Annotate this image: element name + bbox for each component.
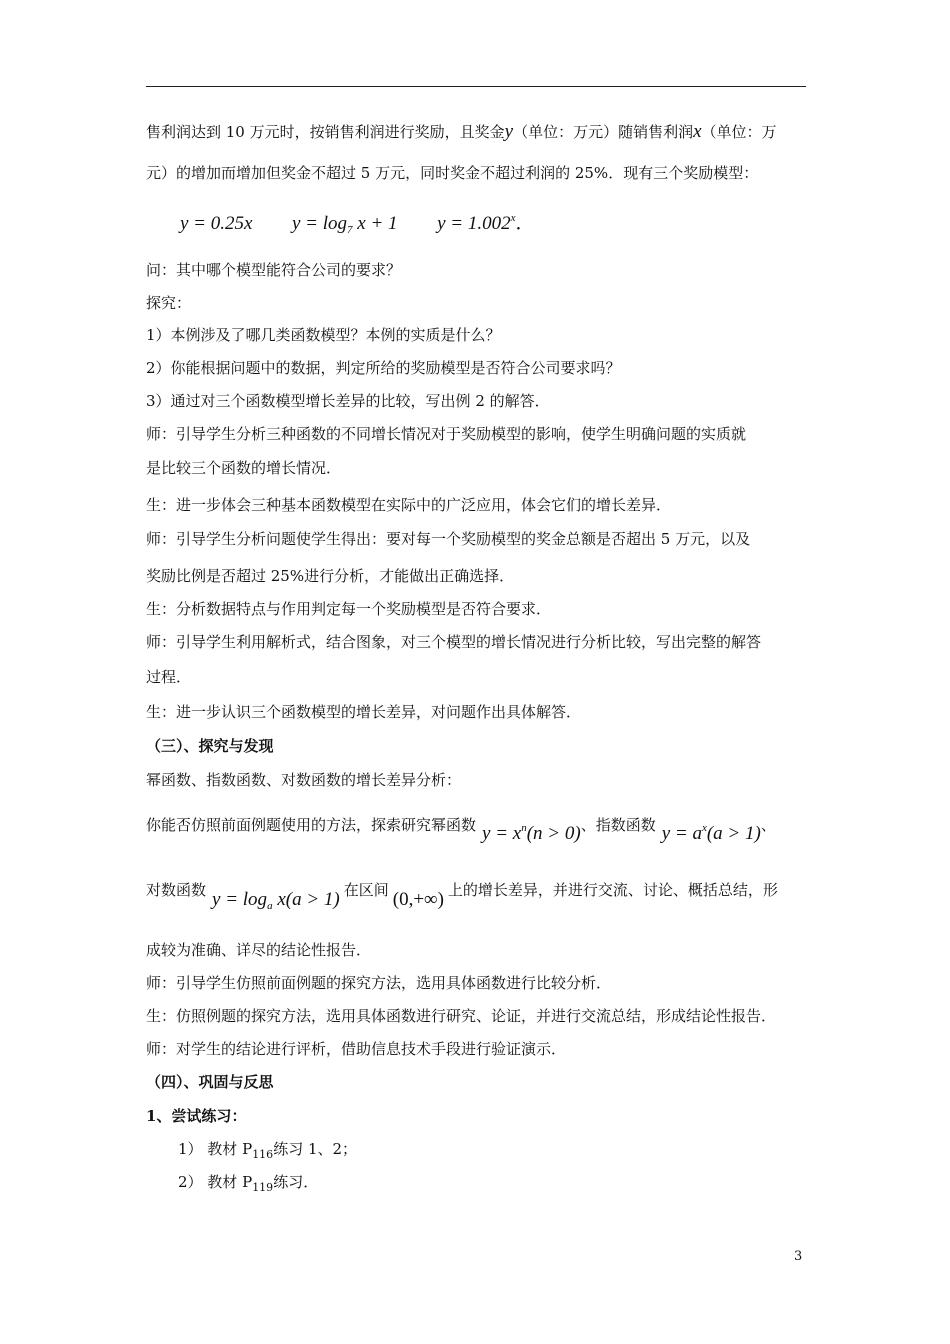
model-log: $y = \log_7 x + 1$ <box>292 213 398 236</box>
math-power-function: $y = x^n(n > 0)$ <box>482 822 581 844</box>
math-interval: (0,+∞) <box>392 889 444 910</box>
text: 上的增长差异，并进行交流、讨论、概括总结，形 <box>447 881 778 899</box>
explore-item-1: 1）本例涉及了哪几类函数模型？本例的实质是什么？ <box>146 326 501 344</box>
para-line-1 <box>146 122 777 142</box>
question: 问：其中哪个模型能符合公司的要求？ <box>146 261 402 279</box>
math-var-x: x <box>693 121 702 142</box>
text: 、 <box>760 816 776 834</box>
period: ． <box>515 213 535 234</box>
section-heading-4: （四）、巩固与反思 <box>146 1073 274 1091</box>
question-line-3: 成较为准确、详尽的结论性报告． <box>146 941 372 959</box>
teacher-line-2: 师：引导学生分析问题使学生得出：要对每一个奖励模型的奖金总额是否超出 5 万元，以及 <box>146 530 751 548</box>
student-line-4: 生：仿照例题的探究方法，选用具体函数进行研究、论证，并进行交流总结，形成结论性报告． <box>146 1007 777 1025</box>
teacher-line-2-cont: 奖励比例是否超过 25%进行分析，才能做出正确选择． <box>146 567 515 585</box>
text: 售利润达到 10 万元时，按销售利润进行奖励，且奖金 <box>146 123 505 141</box>
explore-item-3: 3）通过对三个函数模型增长差异的比较，写出例 2 的解答． <box>146 392 550 410</box>
student-line-2: 生：分析数据特点与作用判定每一个奖励模型是否符合要求． <box>146 600 552 618</box>
text: 、指数函数 <box>580 816 656 834</box>
reward-models <box>180 205 535 243</box>
student-line-1: 生：进一步体会三种基本函数模型在实际中的广泛应用，体会它们的增长差异． <box>146 496 672 514</box>
model-exp: $y = 1.002^x$ <box>437 212 516 234</box>
teacher-line-1: 师：引导学生分析三种函数的不同增长情况对于奖励模型的影响，使学生明确问题的实质就 <box>146 425 747 443</box>
math-log-function: $y = \log_a x(a > 1)$ <box>212 889 340 912</box>
math-exp-function: $y = a^x(a > 1)$ <box>661 822 761 844</box>
explore-label: 探究： <box>146 294 192 312</box>
teacher-line-3-cont: 过程． <box>146 668 192 686</box>
explore-item-2: 2）你能根据问题中的数据，判定所给的奖励模型是否符合公司要求吗？ <box>146 359 621 377</box>
model-linear: y = 0.25x <box>180 213 253 234</box>
question-line-2 <box>146 877 778 912</box>
text: 在区间 <box>343 881 389 899</box>
exercise-item-2: 2） 教材 $P_{119}$练习． <box>178 1173 319 1194</box>
text: 你能否仿照前面例题使用的方法，探索研究幂函数 <box>146 816 477 834</box>
text: 对数函数 <box>146 881 207 899</box>
student-line-3: 生：进一步认识三个函数模型的增长差异，对问题作出具体解答． <box>146 703 582 721</box>
exercise-item-1: 1） 教材 $P_{116}$练习 1、2； <box>178 1140 358 1161</box>
page-number: 3 <box>794 1249 803 1264</box>
teacher-line-3: 师：引导学生利用解析式，结合图象，对三个模型的增长情况进行分析比较，写出完整的解答 <box>146 633 762 651</box>
teacher-line-1-cont: 是比较三个函数的增长情况． <box>146 459 342 477</box>
header-rule <box>146 86 806 87</box>
text: （单位：万 <box>701 123 777 141</box>
question-line-1 <box>146 806 776 844</box>
teacher-line-4: 师：引导学生仿照前面例题的探究方法，选用具体函数进行比较分析． <box>146 974 612 992</box>
teacher-line-5: 师：对学生的结论进行评析，借助信息技术手段进行验证演示． <box>146 1040 567 1058</box>
math-var-y: y <box>504 121 514 142</box>
subheading-practice: 1、尝试练习： <box>146 1107 247 1125</box>
para-line-2: 元）的增加而增加但奖金不超过 5 万元，同时奖金不超过利润的 25%．现有三个奖励模型： <box>146 164 759 182</box>
text: （单位：万元）随销售利润 <box>513 123 694 141</box>
analysis-intro: 幂函数、指数函数、对数函数的增长差异分析： <box>146 771 462 789</box>
section-heading-3: （三）、探究与发现 <box>146 737 274 755</box>
